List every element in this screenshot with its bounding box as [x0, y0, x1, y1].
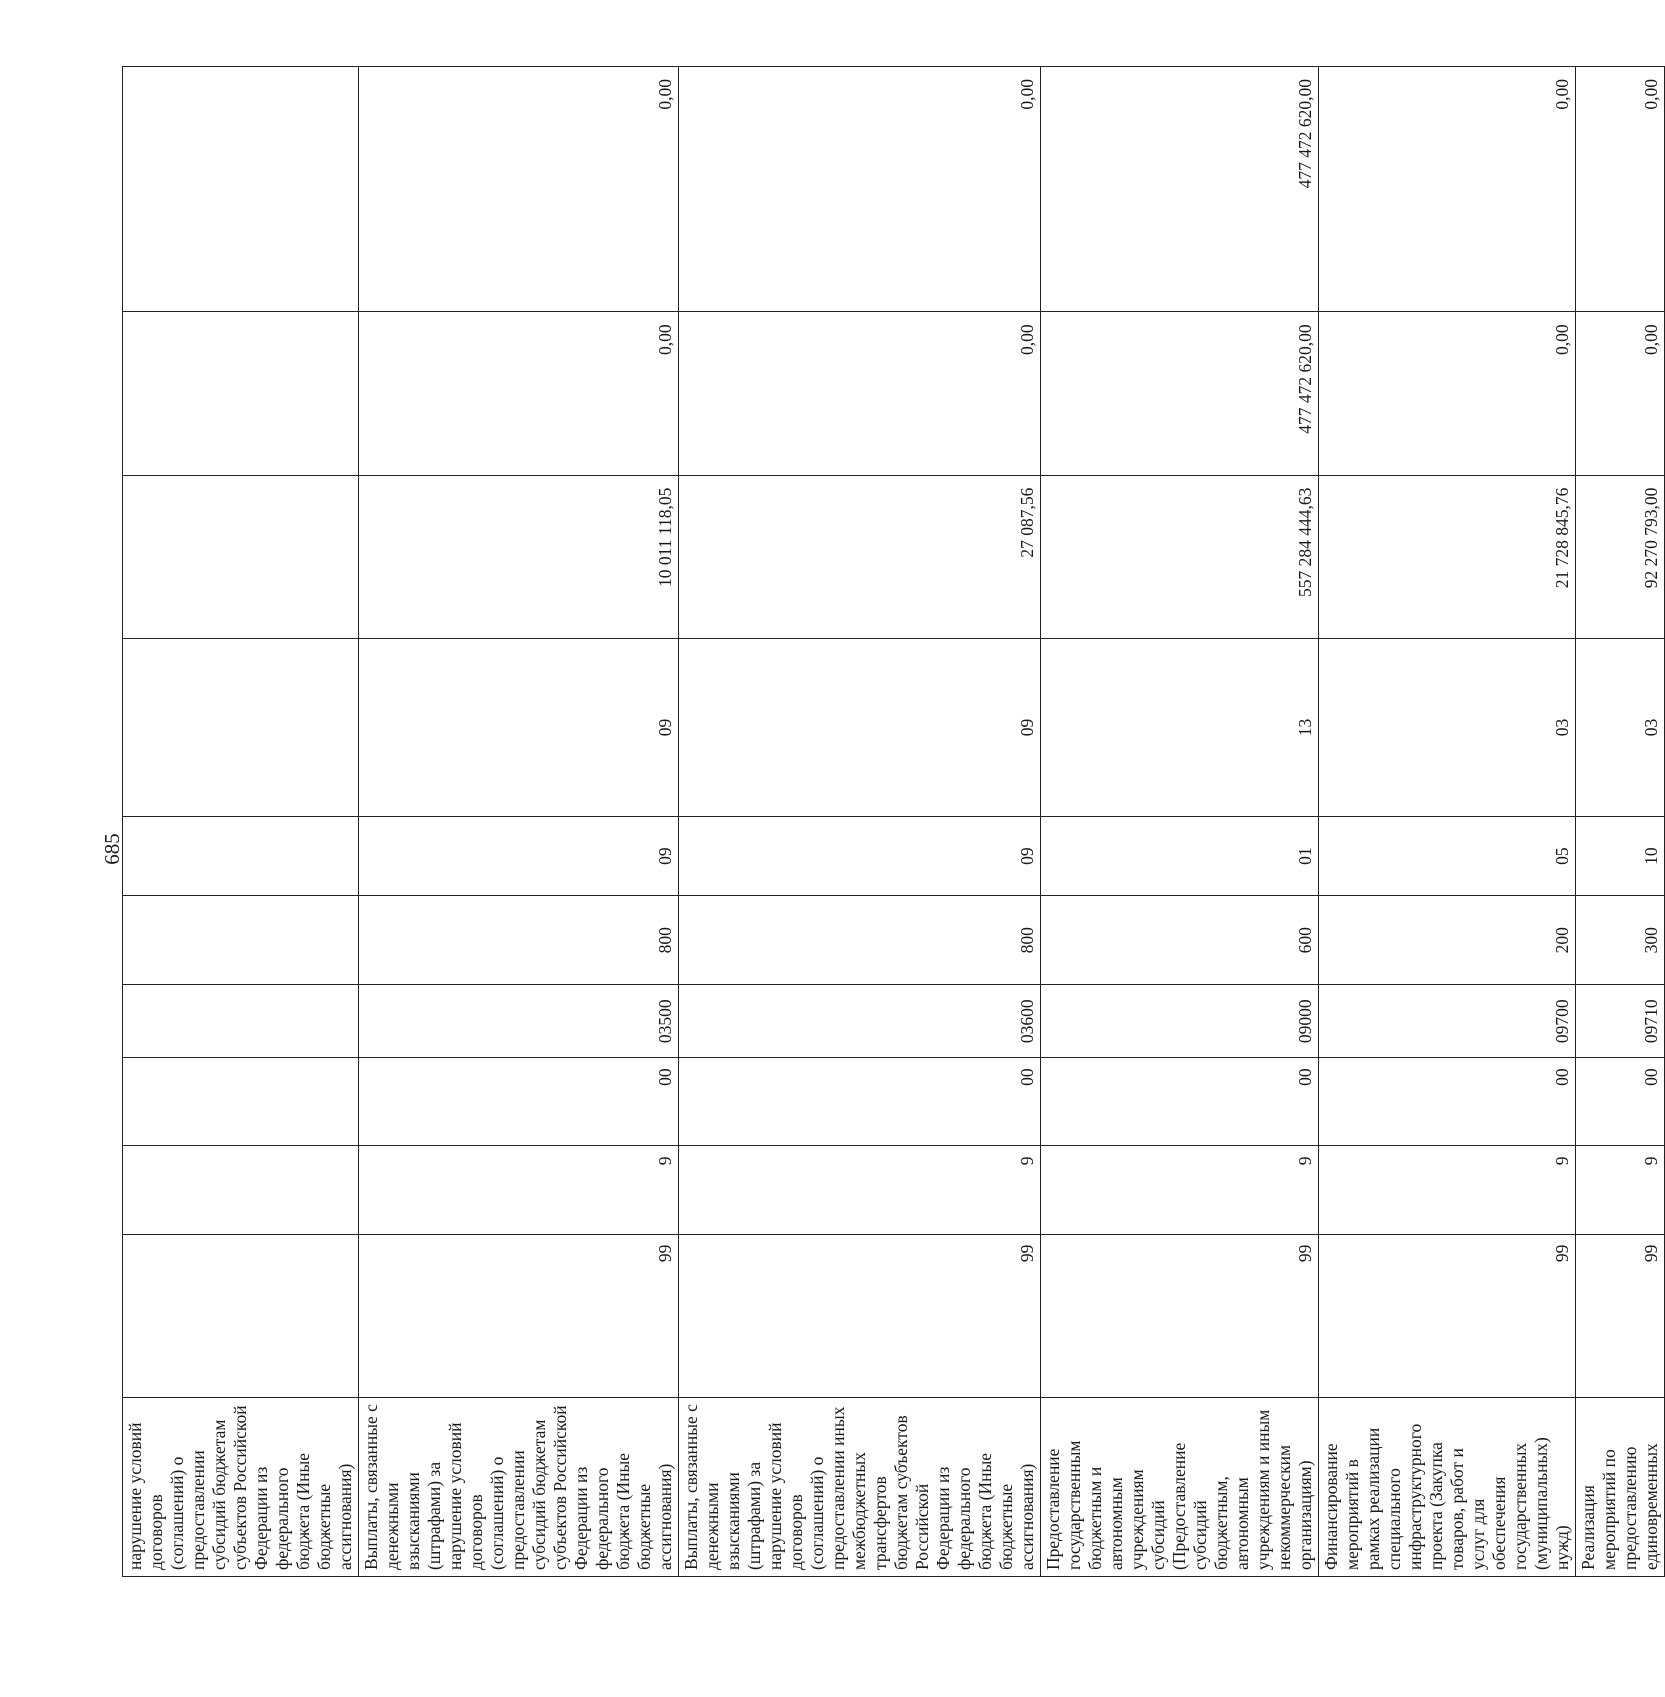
code-cell: 09	[359, 817, 679, 896]
code-cell: 99	[679, 1234, 1041, 1397]
code-cell	[123, 1146, 359, 1234]
code-cell: 9	[679, 1146, 1041, 1234]
code-cell: 09	[679, 817, 1041, 896]
amount-cell: 92 270 793,00	[1576, 475, 1665, 638]
code-cell: 9	[1576, 1146, 1665, 1234]
code-cell: 800	[359, 896, 679, 985]
code-cell	[123, 638, 359, 816]
amount-cell: 0,00	[679, 312, 1041, 475]
budget-table	[122, 66, 1661, 1577]
code-cell: 03500	[359, 985, 679, 1058]
code-cell	[123, 817, 359, 896]
amount-cell: 10 011 118,05	[359, 475, 679, 638]
code-cell: 9	[1319, 1146, 1576, 1234]
table-row	[123, 67, 359, 1577]
code-cell	[123, 896, 359, 985]
code-cell: 09	[359, 638, 679, 816]
code-cell: 10	[1576, 817, 1665, 896]
amount-cell	[123, 312, 359, 475]
code-cell: 09	[679, 638, 1041, 816]
amount-cell: 0,00	[1319, 312, 1576, 475]
code-cell	[123, 1058, 359, 1146]
amount-cell: 27 087,56	[679, 475, 1041, 638]
code-cell: 00	[679, 1058, 1041, 1146]
row-description: нарушение условий договоров (соглашений) о предоставлении субсидий бюджетам субъектов Российской Федерации из федерального бюджета (Иные бюджетные ассигнования)	[123, 1397, 359, 1576]
amount-cell	[123, 475, 359, 638]
page-number: 685	[100, 833, 124, 865]
code-cell: 9	[359, 1146, 679, 1234]
code-cell: 13	[1041, 638, 1319, 816]
row-description: Реализация мероприятий по предоставлению единовременных	[1576, 1397, 1665, 1576]
code-cell: 800	[679, 896, 1041, 985]
table-row	[1041, 67, 1319, 1577]
code-cell: 09700	[1319, 985, 1576, 1058]
amount-cell: 477 472 620,00	[1041, 67, 1319, 312]
amount-cell: 21 728 845,76	[1319, 475, 1576, 638]
amount-cell: 0,00	[1576, 67, 1665, 312]
code-cell: 05	[1319, 817, 1576, 896]
code-cell: 01	[1041, 817, 1319, 896]
amount-cell	[123, 67, 359, 312]
amount-cell: 0,00	[359, 67, 679, 312]
amount-cell: 0,00	[1319, 67, 1576, 312]
code-cell	[123, 1234, 359, 1397]
row-description: Выплаты, связанные с денежными взысканиями (штрафами) за нарушение условий договоров (соглашений) о предоставлении иных межбюджетных трансфертов бюджетам субъектов Российской Федерации из федерального бюджета (Иные бюджетные ассигнования)	[679, 1397, 1041, 1576]
code-cell: 09710	[1576, 985, 1665, 1058]
code-cell: 09000	[1041, 985, 1319, 1058]
row-description: Финансирование мероприятий в рамках реализации специального инфраструктурного проекта (Закупка товаров, работ и услуг для обеспечения государственных (муниципальных) нужд)	[1319, 1397, 1576, 1576]
table-row	[359, 67, 679, 1577]
row-description: Предоставление государственным бюджетным и автономным учреждениям субсидий (Предоставление субсидий бюджетным, автономным учреждениям и иным некоммерческим организациям)	[1041, 1397, 1319, 1576]
code-cell: 03600	[679, 985, 1041, 1058]
table-row	[1319, 67, 1576, 1577]
amount-cell: 557 284 444,63	[1041, 475, 1319, 638]
code-cell: 00	[1319, 1058, 1576, 1146]
row-description: Выплаты, связанные с денежными взысканиями (штрафами) за нарушение условий договоров (соглашений) о предоставлении субсидий бюджетам субъектов Российской Федерации из федерального бюджета (Иные бюджетные ассигнования)	[359, 1397, 679, 1576]
table-row	[679, 67, 1041, 1577]
code-cell: 99	[1576, 1234, 1665, 1397]
table-row	[1576, 67, 1665, 1577]
code-cell: 03	[1576, 638, 1665, 816]
code-cell: 99	[1319, 1234, 1576, 1397]
code-cell	[123, 985, 359, 1058]
code-cell: 300	[1576, 896, 1665, 985]
amount-cell: 477 472 620,00	[1041, 312, 1319, 475]
amount-cell: 0,00	[1576, 312, 1665, 475]
code-cell: 00	[1576, 1058, 1665, 1146]
code-cell: 99	[1041, 1234, 1319, 1397]
code-cell: 00	[359, 1058, 679, 1146]
code-cell: 03	[1319, 638, 1576, 816]
code-cell: 9	[1041, 1146, 1319, 1234]
code-cell: 00	[1041, 1058, 1319, 1146]
amount-cell: 0,00	[679, 67, 1041, 312]
code-cell: 600	[1041, 896, 1319, 985]
amount-cell: 0,00	[359, 312, 679, 475]
code-cell: 99	[359, 1234, 679, 1397]
code-cell: 200	[1319, 896, 1576, 985]
